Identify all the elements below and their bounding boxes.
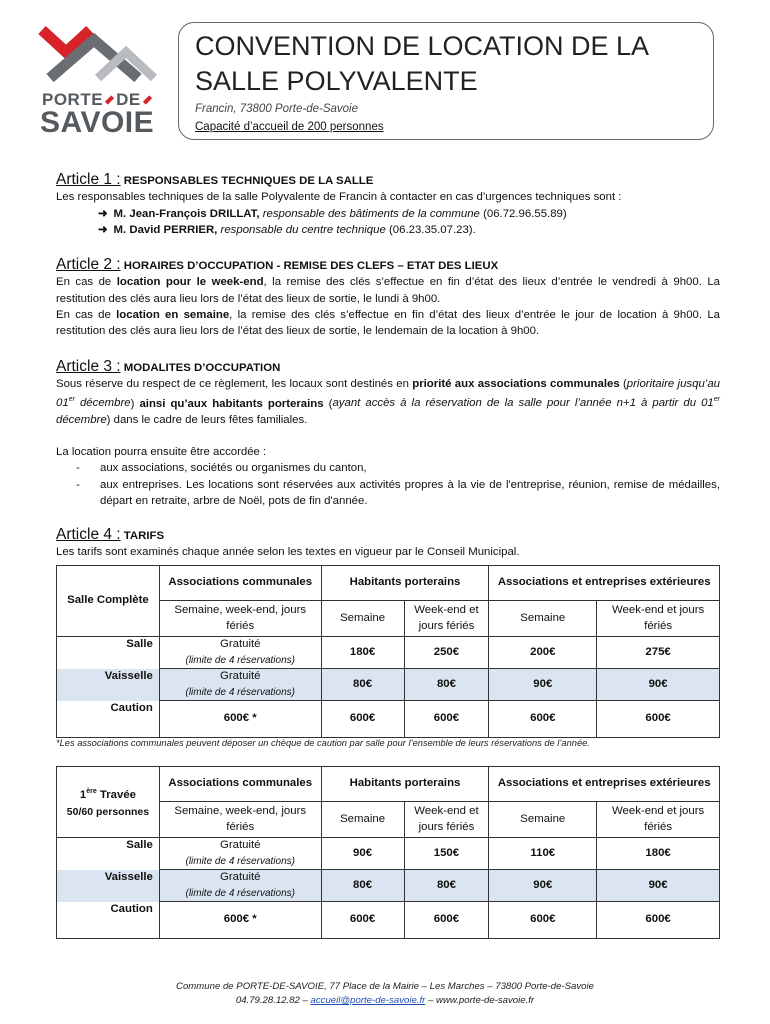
sub-header-assoc: Semaine, week-end, jours fériés [159, 802, 321, 838]
cell-gratuite: Gratuité (limite de 4 réservations) [159, 838, 321, 870]
sub-header-weekend: Week-end et jours fériés [404, 802, 489, 838]
list-item: - aux associations, sociétés ou organismes du canton, [56, 460, 720, 476]
price-cell: 600€ [404, 701, 489, 738]
price-cell: 150€ [404, 838, 489, 870]
tarif-table-salle-complete [56, 565, 720, 738]
price-cell: 600€ [597, 902, 720, 939]
col-header-habitants: Habitants porterains [321, 566, 489, 601]
table-title: Salle Complète [57, 566, 160, 637]
article-4-intro: Les tarifs sont examinés chaque année selon les textes en vigueur par le Conseil Municipal. [56, 546, 520, 559]
sub-header-semaine: Semaine [321, 802, 404, 838]
email-link[interactable]: accueil@porte-de-savoie.fr [310, 995, 426, 1006]
article-1-heading: Article 1 : RESPONSABLES TECHNIQUES DE LA SALLE [56, 171, 374, 188]
price-cell: 80€ [321, 870, 404, 902]
sub-header-assoc: Semaine, week-end, jours fériés [159, 601, 321, 637]
footer-address: Commune de PORTE-DE-SAVOIE, 77 Place de la Mairie – Les Marches – 73800 Porte-de-Savoie [176, 981, 594, 992]
article-2-semaine: En cas de location en semaine, la remise des clés s’effectue en fin d’état des lieux d’entrée le jour de location à 9h00. La restitution des clés aura lieu lors de l’état des lieux de sortie, le lendemain de la location à 9h00. [56, 308, 720, 338]
price-cell: 90€ [597, 669, 720, 701]
price-cell: 80€ [321, 669, 404, 701]
price-cell: 90€ [489, 669, 597, 701]
article-4 [56, 527, 720, 561]
table-footnote: *Les associations communales peuvent déposer un chèque de caution par salle pour l’ensemble de leurs réservations de l’année. [56, 738, 590, 748]
price-cell: 600€ [321, 902, 404, 939]
price-cell: 180€ [597, 838, 720, 870]
col-header-exterieures: Associations et entreprises extérieures [489, 566, 720, 601]
price-cell: 180€ [321, 637, 404, 669]
price-cell: 90€ [597, 870, 720, 902]
logo-savoie-text: SAVOIE [40, 106, 155, 139]
table-title: 1ère Travée 50/60 personnes [57, 767, 160, 838]
sub-header-weekend: Week-end et jours fériés [597, 802, 720, 838]
article-4-heading: Article 4 : TARIFS [56, 526, 165, 543]
footer-contact: 04.79.28.12.82 – accueil@porte-de-savoie.fr – www.porte-de-savoie.fr [235, 995, 535, 1006]
row-label-salle: Salle [57, 637, 160, 669]
row-label-caution: Caution [57, 701, 160, 738]
price-cell: 80€ [404, 669, 489, 701]
page-title: CONVENTION DE LOCATION DE LA SALLE POLYVALENTE [195, 31, 648, 96]
article-2-heading: Article 2 : HORAIRES D’OCCUPATION - REMISE DES CLEFS – ETAT DES LIEUX [56, 256, 499, 273]
row-label-vaisselle: Vaisselle [57, 870, 160, 902]
title-box [178, 22, 714, 140]
logo [36, 22, 166, 140]
sub-header-semaine: Semaine [489, 601, 597, 637]
article-1 [56, 172, 720, 238]
sub-header-semaine: Semaine [489, 802, 597, 838]
price-cell: 275€ [597, 637, 720, 669]
capacity-line: Capacité d’accueil de 200 personnes [195, 121, 384, 133]
row-label-salle: Salle [57, 838, 160, 870]
price-cell: 600€ [489, 701, 597, 738]
price-cell: 600€ * [159, 902, 321, 939]
sub-header-weekend: Week-end et jours fériés [597, 601, 720, 637]
price-cell: 600€ [597, 701, 720, 738]
tarif-table-travee [56, 766, 720, 939]
article-2-weekend: En cas de location pour le week-end, la remise des clés s’effectue en fin d’état des lieux d’entrée le vendredi à 9h00. La restitution des clés aura lieu lors de l’état des lieux de sortie, le lundi à 9h00. [56, 276, 720, 305]
sub-header-semaine: Semaine [321, 601, 404, 637]
cell-gratuite: Gratuité (limite de 4 réservations) [159, 669, 321, 701]
article-3 [56, 359, 720, 509]
contact-item: ➜ M. Jean-François DRILLAT, responsable des bâtiments de la commune (06.72.96.55.89) [98, 207, 567, 220]
cell-gratuite: Gratuité (limite de 4 réservations) [159, 870, 321, 902]
list-item: - aux entreprises. Les locations sont réservées aux activités propres à la vie de l'entreprise, réunion, remise de médailles, départ en retraite, arbre de Noël, pots de fin d'année. [56, 477, 720, 510]
price-cell: 600€ [321, 701, 404, 738]
logo-chevron-icon [36, 22, 166, 84]
col-header-assoc: Associations communales [159, 566, 321, 601]
article-2 [56, 257, 720, 339]
price-cell: 600€ [404, 902, 489, 939]
location-subtitle: Francin, 73800 Porte-de-Savoie [195, 103, 359, 115]
arrow-right-icon: ➜ [98, 207, 108, 220]
price-cell: 250€ [404, 637, 489, 669]
article-3-after: La location pourra ensuite être accordée : [56, 445, 267, 458]
page-footer [0, 980, 770, 1008]
sub-header-weekend: Week-end et jours fériés [404, 601, 489, 637]
article-3-heading: Article 3 : MODALITES D’OCCUPATION [56, 358, 281, 375]
logo-porte-text: PORTE DE [42, 90, 154, 110]
row-label-caution: Caution [57, 902, 160, 939]
col-header-assoc: Associations communales [159, 767, 321, 802]
article-3-paragraph: Sous réserve du respect de ce règlement, les locaux sont destinés en priorité aux associations communales (prioritaire jusqu’au 01er décembre) ainsi qu’aux habitants porterains (ayant accès à la réservation de la salle pour l’année n+1 à partir du 01er décembre) dans le cadre de leurs fêtes familiales. [56, 378, 720, 426]
col-header-exterieures: Associations et entreprises extérieures [489, 767, 720, 802]
price-cell: 600€ * [159, 701, 321, 738]
cell-gratuite: Gratuité (limite de 4 réservations) [159, 637, 321, 669]
price-cell: 90€ [321, 838, 404, 870]
price-cell: 200€ [489, 637, 597, 669]
article-1-intro: Les responsables techniques de la salle Polyvalente de Francin à contacter en cas d’urgences techniques sont : [56, 191, 622, 204]
article-3-list [56, 460, 720, 509]
price-cell: 80€ [404, 870, 489, 902]
price-cell: 90€ [489, 870, 597, 902]
row-label-vaisselle: Vaisselle [57, 669, 160, 701]
price-cell: 110€ [489, 838, 597, 870]
arrow-right-icon: ➜ [98, 223, 108, 236]
col-header-habitants: Habitants porterains [321, 767, 489, 802]
contact-item: ➜ M. David PERRIER, responsable du centre technique (06.23.35.07.23). [98, 223, 476, 236]
price-cell: 600€ [489, 902, 597, 939]
